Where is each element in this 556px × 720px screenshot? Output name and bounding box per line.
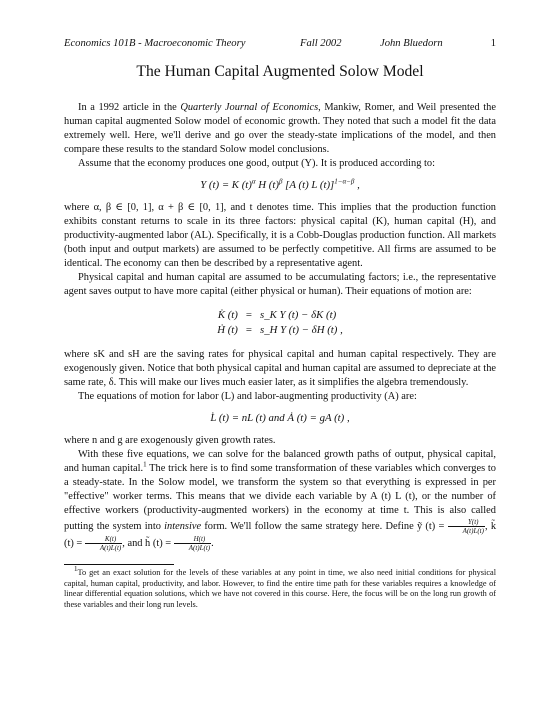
fraction-k-tilde: $\frac{K(t)}{A(t)L(t)}$: [85, 535, 122, 552]
journal-name: Quarterly Journal of Economics: [180, 102, 319, 113]
paragraph-assumption: Assume that the economy produces one good, output (Y). It is produced according to:: [78, 158, 435, 169]
term: Fall 2002: [300, 38, 342, 49]
motion-equation-human-capital: Ḣ (t) = s_H Y (t) − δH (t) ,: [217, 324, 343, 336]
paragraph-intro: In a 1992 article in the Quarterly Journal of Economics, Mankiw, Romer, and Weil presented the human capital augmented Solow model of economic growth. They noted that such a model fit the data extremely well. Here, we'll derive and go over the steady-state implications of the model, and then compare these results to the standard Solow model conclusions.: [64, 102, 496, 155]
paragraph-growth-rates: where n and g are exogenously given growth rates.: [64, 435, 276, 446]
fraction-h-tilde: $\frac{H(t)}{A(t)L(t)}$: [174, 535, 211, 552]
footnote-number: 1: [74, 565, 78, 574]
paragraph-saving-rates: where sK and sH are the saving rates for physical capital and human capital respectively. They are exogenously given. Notice that both physical capital and human capital are assumed to depreciate at the same rate, δ. This will make our lives much easier later, as it simplifies the algebra tremendously.: [64, 349, 496, 388]
paragraph-production-function: where α, β ∈ [0, 1], α + β ∈ [0, 1], and t denotes time. This implies that the production function exhibits constant returns to scale in its three factors: physical capital (K), human capital (H), and productivity-augmented labor (AL). Specifically, it is a Cobb-Douglas production function. All markets (both input and output markets) are assumed to be perfectly competitive. All firms are assumed to be identical. The economy can then be described by a representative agent.: [64, 202, 496, 269]
page-number: 1: [490, 38, 496, 49]
production-function-equation: Y (t) = K $(t)^\alpha$ H $(t)^\beta$ [A (t) L (t)]$^{1-\alpha-\beta}$ ,: [200, 177, 360, 191]
footnote-separator: [64, 564, 174, 565]
paragraph-accumulation: Physical capital and human capital are assumed to be accumulating factors; i.e., the representative agent saves output to have more capital (either physical or human). Their equations of motion are:: [64, 272, 496, 297]
motion-equation-physical-capital: K̇ (t) = s_K Y (t) − δK (t): [217, 309, 337, 321]
footnote: $^1$To get an exact solution for the levels of these variables at any point in time, we also need initial conditions for physical capital, human capital, productivity, and labor. However, to find the entire time path for these variables requires a knowledge of linear differential equation solutions, which we have not covered in this course. Here, the focus will be on the long run growth of these variables and their long run levels.: [64, 565, 496, 609]
equations-of-motion: [64, 308, 496, 338]
labor-productivity-equation: L̇ (t) = nL (t) and Ȧ (t) = gA (t) ,: [210, 412, 350, 424]
intensive-term: intensive: [164, 520, 202, 532]
document-page: [64, 38, 496, 610]
fraction-y-tilde: $\frac{Y(t)}{A(t)L(t)}$: [448, 518, 485, 535]
paragraph-intensive-form: With these five equations, we can solve for the balanced growth paths of output, physical capital, and human capital.$^1$ The trick here is to find some transformation of these variables which converges to a steady-state. In the Solow model, we transform the system so that everything is expressed in per "effective" worker terms. This means that we divide each variable by A (t) L (t), or the number of effective workers (productivity-augmented workers) in the economy at time t. This is also called putting the system into intensive form. We'll follow the same strategy here. Define ỹ (t) = $\frac{Y(t)}{A(t)L(t)}$ , k̃ (t) = $\frac{K(t)}{A(t)L(t)}$ , and h̃ (t) = $\frac{H(t)}{A(t)L(t)}$ .: [64, 449, 497, 552]
document-title: The Human Capital Augmented Solow Model: [136, 63, 424, 80]
footnote-marker: 1: [143, 460, 147, 469]
course-name: Economics 101B - Macroeconomic Theory: [64, 38, 246, 49]
running-header: [64, 38, 496, 54]
paragraph-labor-productivity: The equations of motion for labor (L) and labor-augmenting productivity (A) are:: [78, 391, 417, 402]
author-name: John Bluedorn: [380, 38, 443, 49]
